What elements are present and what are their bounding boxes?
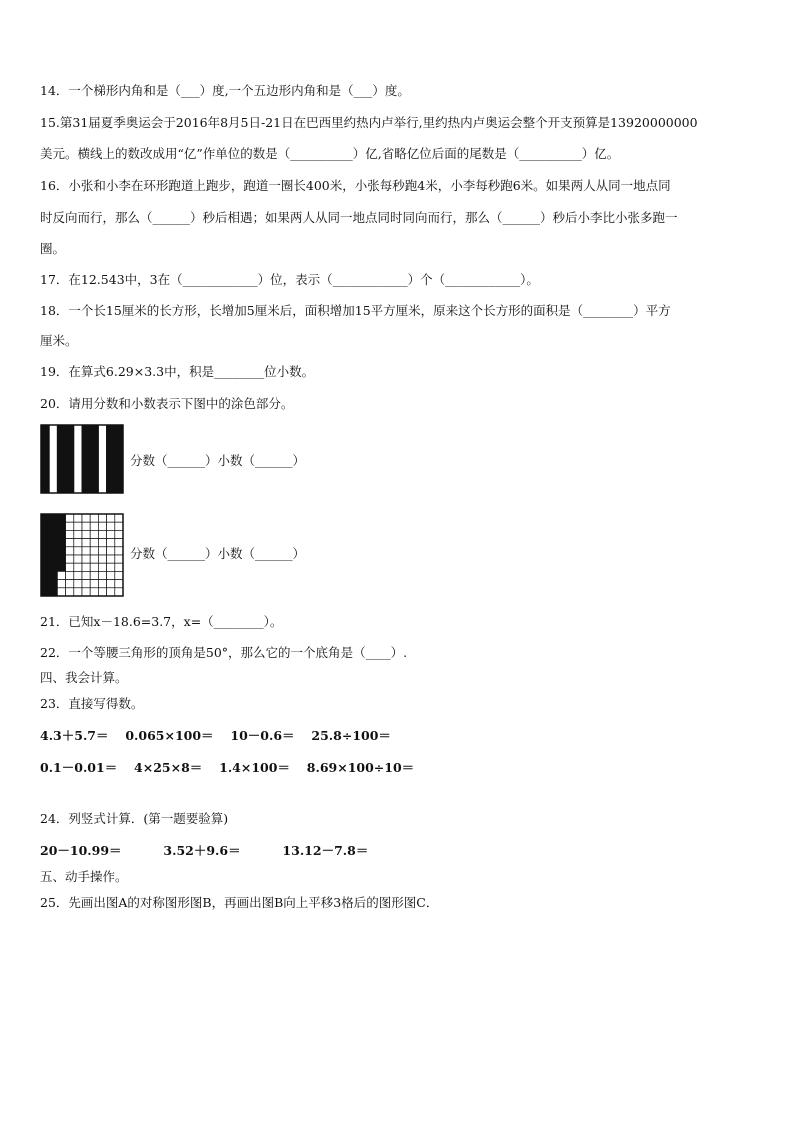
blank-cell bbox=[66, 539, 74, 547]
blank-cell bbox=[90, 522, 98, 530]
question-19: 19．在算式6.29×3.3中，积是________位小数。 bbox=[40, 364, 315, 379]
blank-cell bbox=[98, 580, 106, 588]
blank-cell bbox=[66, 547, 74, 555]
blank-cell bbox=[90, 547, 98, 555]
blank-cell bbox=[66, 580, 74, 588]
blank-cell bbox=[82, 514, 90, 522]
blank-cell bbox=[74, 514, 82, 522]
blank-cell bbox=[107, 547, 115, 555]
fig2-answer-label: 分数（______）小数（______） bbox=[130, 546, 306, 561]
blank-cell bbox=[74, 530, 82, 538]
shaded-cell bbox=[41, 522, 49, 530]
shaded-cell bbox=[41, 530, 49, 538]
shaded-cell bbox=[57, 530, 65, 538]
blank-cell bbox=[107, 530, 115, 538]
question-24: 24．列竖式计算．(第一题要验算) bbox=[40, 811, 229, 826]
shaded-strip bbox=[107, 425, 115, 493]
blank-cell bbox=[98, 530, 106, 538]
blank-cell bbox=[82, 530, 90, 538]
blank-cell bbox=[98, 571, 106, 579]
blank-cell bbox=[115, 571, 123, 579]
blank-cell bbox=[74, 555, 82, 563]
blank-cell bbox=[74, 522, 82, 530]
shaded-strip bbox=[57, 425, 65, 493]
blank-cell bbox=[98, 588, 106, 596]
blank-cell bbox=[115, 522, 123, 530]
blank-cell bbox=[115, 547, 123, 555]
blank-cell bbox=[90, 530, 98, 538]
blank-cell bbox=[115, 514, 123, 522]
question-15-line-2: 美元。横线上的数改成用“亿”作单位的数是（__________）亿,省略亿位后面的尾数是（__________）亿。 bbox=[40, 146, 620, 161]
blank-cell bbox=[107, 580, 115, 588]
blank-cell bbox=[57, 580, 65, 588]
blank-cell bbox=[66, 530, 74, 538]
shaded-cell bbox=[49, 539, 57, 547]
blank-cell bbox=[57, 588, 65, 596]
shaded-cell bbox=[41, 539, 49, 547]
section-4-heading: 四、我会计算。 bbox=[40, 670, 128, 685]
blank-cell bbox=[98, 547, 106, 555]
shaded-cell bbox=[49, 514, 57, 522]
blank-cell bbox=[115, 555, 123, 563]
blank-cell bbox=[66, 571, 74, 579]
blank-cell bbox=[107, 588, 115, 596]
blank-cell bbox=[74, 563, 82, 571]
blank-cell bbox=[74, 571, 82, 579]
shaded-cell bbox=[57, 547, 65, 555]
section-5-heading: 五、动手操作。 bbox=[40, 869, 128, 884]
blank-cell bbox=[74, 547, 82, 555]
shaded-strip bbox=[115, 425, 123, 493]
blank-cell bbox=[107, 522, 115, 530]
shaded-cell bbox=[49, 563, 57, 571]
fig1-answer-label: 分数（______）小数（______） bbox=[130, 453, 306, 468]
question-23-row-1: 4.3＋5.7＝ 0.065×100＝ 10－0.6＝ 25.8÷100＝ bbox=[40, 728, 391, 743]
blank-cell bbox=[74, 588, 82, 596]
blank-cell bbox=[82, 563, 90, 571]
shaded-strip bbox=[90, 425, 98, 493]
blank-cell bbox=[90, 588, 98, 596]
blank-cell bbox=[66, 555, 74, 563]
grid-figure bbox=[40, 513, 125, 601]
question-22: 22．一个等腰三角形的顶角是50°，那么它的一个底角是（____）. bbox=[40, 645, 408, 660]
shaded-strip bbox=[66, 425, 74, 493]
question-23-row-2: 0.1－0.01＝ 4×25×8＝ 1.4×100＝ 8.69×100÷10＝ bbox=[40, 760, 415, 775]
question-15-line-1: 15.第31届夏季奥运会于2016年8月5日-21日在巴西里约热内卢举行,里约热内卢奥运会整个开支预算是13920000000 bbox=[40, 115, 698, 130]
blank-cell bbox=[82, 547, 90, 555]
shaded-cell bbox=[41, 514, 49, 522]
blank-cell bbox=[57, 571, 65, 579]
question-24-row: 20－10.99＝ 3.52＋9.6＝ 13.12－7.8＝ bbox=[40, 843, 369, 858]
blank-cell bbox=[66, 514, 74, 522]
blank-cell bbox=[90, 563, 98, 571]
shaded-cell bbox=[41, 588, 49, 596]
blank-cell bbox=[82, 555, 90, 563]
blank-cell bbox=[74, 539, 82, 547]
shaded-cell bbox=[57, 563, 65, 571]
blank-cell bbox=[82, 580, 90, 588]
shaded-cell bbox=[41, 547, 49, 555]
blank-cell bbox=[98, 539, 106, 547]
blank-cell bbox=[107, 563, 115, 571]
blank-cell bbox=[98, 563, 106, 571]
blank-cell bbox=[98, 514, 106, 522]
shaded-cell bbox=[49, 555, 57, 563]
blank-cell bbox=[82, 539, 90, 547]
shaded-cell bbox=[41, 580, 49, 588]
shaded-cell bbox=[49, 588, 57, 596]
question-16-line-3: 圈。 bbox=[40, 241, 66, 256]
blank-strip bbox=[74, 425, 82, 493]
question-16-line-1: 16．小张和小李在环形跑道上跑步，跑道一圈长400米，小张每秒跑4米，小李每秒跑6米。如果两人从同一地点同 bbox=[40, 178, 671, 193]
blank-cell bbox=[115, 530, 123, 538]
blank-cell bbox=[66, 522, 74, 530]
question-21: 21．已知x－18.6=3.7，x=（________）。 bbox=[40, 614, 283, 629]
shaded-cell bbox=[57, 539, 65, 547]
blank-cell bbox=[98, 522, 106, 530]
blank-cell bbox=[74, 580, 82, 588]
shaded-cell bbox=[57, 514, 65, 522]
question-18-line-2: 厘米。 bbox=[40, 333, 78, 348]
shaded-cell bbox=[49, 522, 57, 530]
shaded-strip bbox=[82, 425, 90, 493]
blank-cell bbox=[82, 571, 90, 579]
shaded-cell bbox=[49, 580, 57, 588]
question-14: 14．一个梯形内角和是（___）度,一个五边形内角和是（___）度。 bbox=[40, 83, 410, 98]
blank-cell bbox=[115, 539, 123, 547]
shaded-cell bbox=[49, 530, 57, 538]
shaded-cell bbox=[41, 555, 49, 563]
question-18-line-1: 18．一个长15厘米的长方形，长增加5厘米后，面积增加15平方厘米，原来这个长方形的面积是（________）平方 bbox=[40, 303, 671, 318]
blank-cell bbox=[90, 571, 98, 579]
question-17: 17．在12.543中，3在（____________）位，表示（____________）个（____________）。 bbox=[40, 272, 539, 287]
blank-cell bbox=[115, 563, 123, 571]
blank-cell bbox=[90, 539, 98, 547]
question-25: 25．先画出图A的对称图形图B，再画出图B向上平移3格后的图形图C． bbox=[40, 895, 439, 910]
shaded-cell bbox=[41, 563, 49, 571]
blank-cell bbox=[82, 588, 90, 596]
blank-cell bbox=[66, 563, 74, 571]
blank-cell bbox=[107, 555, 115, 563]
blank-cell bbox=[66, 588, 74, 596]
blank-cell bbox=[82, 522, 90, 530]
shaded-cell bbox=[57, 555, 65, 563]
shaded-cell bbox=[49, 547, 57, 555]
question-16-line-2: 时反向而行，那么（______）秒后相遇；如果两人从同一地点同时同向而行，那么（______）秒后小李比小张多跑一 bbox=[40, 210, 678, 225]
blank-cell bbox=[115, 588, 123, 596]
blank-cell bbox=[90, 580, 98, 588]
shaded-cell bbox=[57, 522, 65, 530]
blank-cell bbox=[107, 571, 115, 579]
blank-cell bbox=[107, 539, 115, 547]
shaded-cell bbox=[49, 571, 57, 579]
question-23: 23．直接写得数。 bbox=[40, 696, 144, 711]
blank-cell bbox=[115, 580, 123, 588]
blank-cell bbox=[107, 514, 115, 522]
question-20: 20．请用分数和小数表示下图中的涂色部分。 bbox=[40, 396, 294, 411]
blank-cell bbox=[90, 555, 98, 563]
blank-cell bbox=[90, 514, 98, 522]
strip-figure bbox=[40, 424, 124, 498]
blank-strip bbox=[49, 425, 57, 493]
blank-strip bbox=[98, 425, 106, 493]
shaded-cell bbox=[41, 571, 49, 579]
shaded-strip bbox=[41, 425, 49, 493]
blank-cell bbox=[98, 555, 106, 563]
